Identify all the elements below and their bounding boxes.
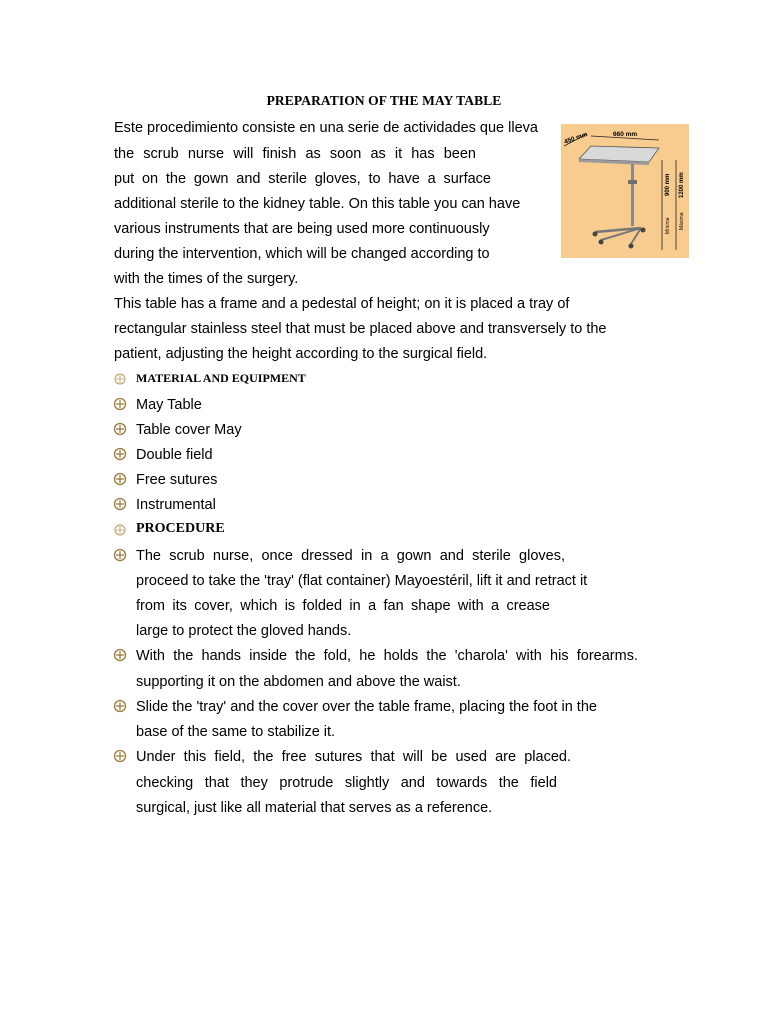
bullet-icon xyxy=(113,397,127,411)
paragraph-line: rectangular stainless steel that must be placed above and transversely to the xyxy=(114,321,607,337)
intro-line: during the intervention, which will be changed according to xyxy=(114,246,490,262)
material-item: Double field xyxy=(136,447,213,463)
procedure-step-line: base of the same to stabilize it. xyxy=(136,724,336,740)
bullet-icon xyxy=(113,472,127,486)
intro-line: with the times of the surgery. xyxy=(114,271,299,287)
procedure-step-line: proceed to take the 'tray' (flat container) Mayoestéril, lift it and retract it xyxy=(136,573,588,589)
procedure-step-line: large to protect the gloved hands. xyxy=(136,623,352,639)
bullet-icon xyxy=(113,648,127,662)
dimension-depth-label: 450 mm xyxy=(563,131,589,146)
procedure-step-line: With the hands inside the fold, he holds the 'charola' with his forearms. xyxy=(136,648,638,664)
procedure-step-line: The scrub nurse, once dressed in a gown and sterile gloves, xyxy=(136,548,565,564)
material-heading: MATERIAL AND EQUIPMENT xyxy=(136,371,306,385)
paragraph-line: This table has a frame and a pedestal of height; on it is placed a tray of xyxy=(114,296,570,312)
intro-line: put on the gown and sterile gloves, to have a surface xyxy=(114,171,491,187)
procedure-step-line: supporting it on the abdomen and above the waist. xyxy=(136,674,461,690)
dimension-max-label: Máxima xyxy=(679,212,685,230)
procedure-heading: PROCEDURE xyxy=(136,521,225,536)
bullet-icon xyxy=(113,548,127,562)
bullet-icon xyxy=(113,749,127,763)
document-title: PREPARATION OF THE MAY TABLE xyxy=(266,93,502,108)
dimension-min-label: Mínima xyxy=(665,217,671,234)
bullet-icon xyxy=(113,699,127,713)
section-bullet-icon xyxy=(113,523,127,537)
intro-line: various instruments that are being used more continuously xyxy=(114,221,490,237)
material-item: Free sutures xyxy=(136,472,218,488)
intro-line: Este procedimiento consiste en una serie de actividades que lleva xyxy=(114,120,538,136)
may-table-figure xyxy=(561,124,689,258)
bullet-icon xyxy=(113,422,127,436)
material-item: Table cover May xyxy=(136,422,242,438)
procedure-step-line: Slide the 'tray' and the cover over the table frame, placing the foot in the xyxy=(136,699,597,715)
section-bullet-icon xyxy=(113,372,127,386)
procedure-step-line: checking that they protrude slightly and towards the field xyxy=(136,775,557,791)
procedure-step-line: surgical, just like all material that serves as a reference. xyxy=(136,800,493,816)
may-table-illustration xyxy=(561,124,689,258)
intro-line: the scrub nurse will finish as soon as it has been xyxy=(114,146,476,162)
bullet-icon xyxy=(113,447,127,461)
intro-line: additional sterile to the kidney table. On this table you can have xyxy=(114,196,521,212)
dimension-max-height-label: 1200 mm xyxy=(679,172,685,198)
procedure-step-line: Under this field, the free sutures that will be used are placed. xyxy=(136,749,571,765)
procedure-step-line: from its cover, which is folded in a fan shape with a crease xyxy=(136,598,550,614)
dimension-width-label: 660 mm xyxy=(613,131,638,138)
material-item: Instrumental xyxy=(136,497,216,513)
dimension-min-height-label: 900 mm xyxy=(665,173,671,196)
bullet-icon xyxy=(113,497,127,511)
paragraph-line: patient, adjusting the height according to the surgical field. xyxy=(114,346,488,362)
material-item: May Table xyxy=(136,397,202,413)
